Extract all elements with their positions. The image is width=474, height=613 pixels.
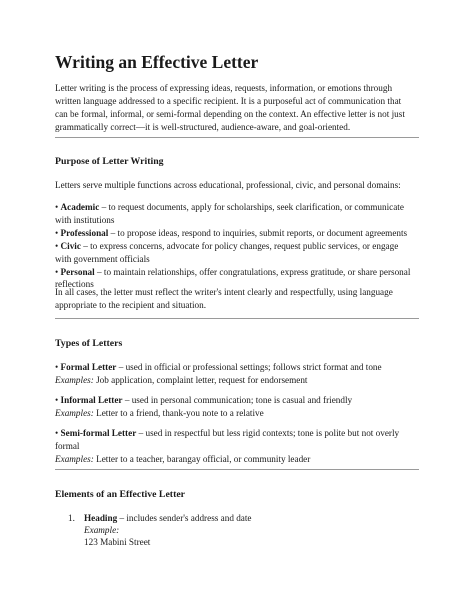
examples-label: Examples: [55, 374, 94, 385]
elements-heading: Elements of an Effective Letter [55, 489, 186, 500]
element-term: Heading [84, 513, 118, 523]
intro-line: grammatically correct—it is well-structured, audience-aware, and goal-oriented. [55, 121, 351, 132]
purpose-item-academic: • Academic – to request documents, apply for scholarships, seek clarification, or communicate [55, 202, 404, 212]
intro-paragraph [55, 82, 419, 134]
intro-line: written language addressed to a specific recipient. It is a purposeful act of communication that [55, 95, 402, 106]
type-term: Informal Letter [60, 395, 123, 405]
intro-line: Letter writing is the process of expressing ideas, requests, information, or emotions through [55, 83, 393, 93]
examples-label: Examples: [55, 407, 94, 418]
purpose-lead: Letters serve multiple functions across educational, professional, civic, and personal domains: [55, 180, 401, 190]
type-informal: • Informal Letter – used in personal communication; tone is casual and friendly Examples: Letter to a friend, thank-you note to a relative [55, 395, 353, 418]
purpose-item-continuation: with government officials [55, 253, 150, 264]
section-divider [55, 318, 419, 319]
examples-label: Examples: [55, 453, 94, 464]
type-formal: • Formal Letter – used in official or professional settings; follows strict format and tone Examples: Job application, complaint letter, request for endorsement [55, 362, 382, 385]
purpose-item-civic: • Civic – to express concerns, advocate for policy changes, request public services, or engage [55, 240, 399, 251]
purpose-term: Personal [60, 266, 95, 277]
section-divider [55, 137, 419, 138]
purpose-heading: Purpose of Letter Writing [55, 156, 164, 167]
example-label: Example: [84, 525, 120, 535]
purpose-term: Academic [60, 202, 100, 212]
type-term: Formal Letter [60, 362, 117, 372]
purpose-item-personal: • Personal – to maintain relationships, offer congratulations, express gratitude, or share personal [55, 266, 411, 277]
document-title: Writing an Effective Letter [55, 52, 259, 72]
section-divider [55, 469, 419, 470]
example-value: 123 Mabini Street [84, 537, 151, 547]
type-term: Semi-formal Letter [60, 428, 137, 438]
purpose-item-continuation: reflections [55, 279, 94, 290]
purpose-term: Professional [60, 227, 109, 238]
purpose-list [55, 201, 419, 291]
purpose-term: Civic [60, 240, 81, 251]
intro-line: can be formal, informal, or semi-formal depending on the context. An effective letter is not just [55, 108, 405, 119]
type-semiformal: • Semi-formal Letter – used in respectful but less rigid contexts; tone is polite but not overly formal Examples: Letter to a teacher, barangay official, or community leader [55, 428, 400, 464]
purpose-item-continuation: with institutions [55, 214, 115, 225]
list-number: 1. [68, 513, 75, 523]
types-heading: Types of Letters [55, 338, 123, 349]
purpose-closing: In all cases, the letter must reflect the writer's intent clearly and respectfully, using language appropriate to the recipient and situation. [55, 287, 393, 310]
purpose-item-professional: • Professional – to propose ideas, respond to inquiries, submit reports, or document agreements [55, 227, 408, 238]
